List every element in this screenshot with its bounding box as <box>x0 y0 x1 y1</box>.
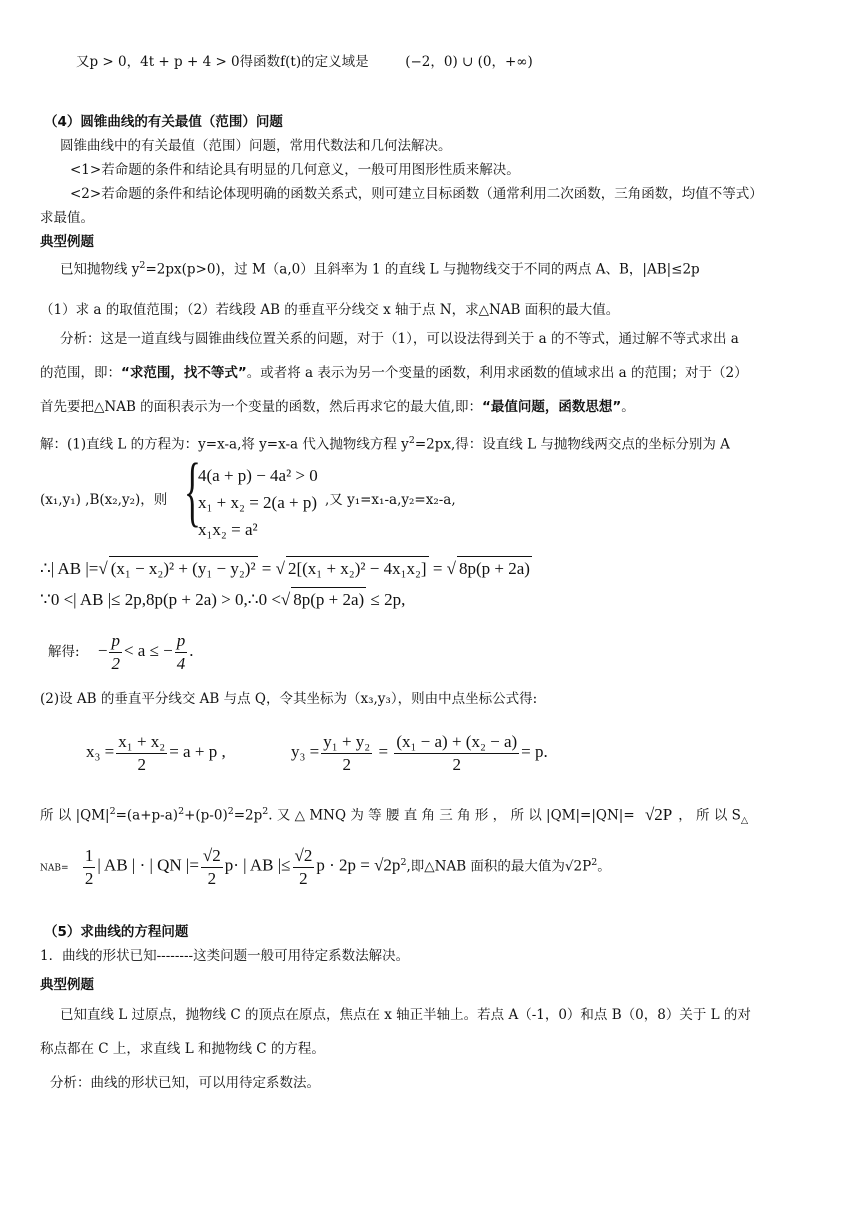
solution-line-1: 解：(1)直线 L 的方程为：y=x-a,将 y=x-a 代入抛物线方程 $y^2=2px$,得：设直线 L 与抛物线两交点的坐标分别为 A <box>40 435 730 453</box>
section5-problem-2: 称点都在 C 上，求直线 L 和抛物线 C 的方程。 <box>40 1041 325 1057</box>
area-line: NAB= $\frac{1}{2}$ | AB | · | QN |= $\frac{√2}{2}$ p· | AB |≤ $\frac{√2}{2}$ $p \cdot 2p = √2p^2$,即△NAB 面积的最大值为$√2P^2$。 <box>40 845 611 888</box>
analysis-line-3: 首先要把△NAB 的面积表示为一个变量的函数，然后再求它的最大值,即：“最值问题，函数思想”。 <box>40 399 635 415</box>
section4-point2-b: 求最值。 <box>40 210 94 226</box>
qm-line: 所 以 $|QM|^2=(a+p-a)^2+(p-0)^2=2p^2$. 又 △ MNQ 为 等 腰 直 角 三 角 形 ， 所 以 |QM|=|QN|= √2P ， 所 以 $S_\triangle$ <box>40 804 749 827</box>
midpoint-x: x₃ = $\frac{\text{x₁ + x₂}}{2}$ = a + p , <box>86 731 226 774</box>
section5-analysis: 分析：曲线的形状已知，可以用待定系数法。 <box>50 1075 320 1091</box>
problem-statement: 已知抛物线 $y^2=2px(p>0)$，过 M（a,0）且斜率为 1 的直线 L 与抛物线交于不同的两点 A、B，|AB|≤2p <box>60 260 700 278</box>
analysis-line-2: 的范围，即：“求范围，找不等式”。或者将 a 表示为另一个变量的函数，利用求函数的值域求出 a 的范围；对于（2） <box>40 365 748 381</box>
domain-interval: (−2，0) ∪ (0，+∞) <box>405 54 533 70</box>
range-result: 解得: − $\frac{p}{2}$ < a ≤ − $\frac{p}{4}$ . <box>48 631 194 673</box>
solution-line-2a: (x₁,y₁) ,B(x₂,y₂)，则 <box>40 492 168 508</box>
section5-problem-1: 已知直线 L 过原点，抛物线 C 的顶点在原点，焦点在 x 轴正半轴上。若点 A（-1，0）和点 B（0，8）关于 L 的对 <box>60 1007 751 1023</box>
solution-line-2b: ,又 y₁=x₁-a,y₂=x₂-a, <box>325 492 456 508</box>
part2-intro: (2)设 AB 的垂直平分线交 AB 与点 Q，令其坐标为（x₃,y₃），则由中点坐标公式得: <box>40 691 538 707</box>
section5-item1: 1．曲线的形状已知--------这类问题一般可用待定系数法解决。 <box>40 948 410 964</box>
system-eq-2: x₁ + x₂ = 2(a + p) <box>198 493 317 512</box>
system-eq-3: x₁x₂ = a² <box>198 520 258 539</box>
ab-length-equation: ∴| AB |=√ (x₁ − x₂)² + (y₁ − y₂)² = √ 2[(x₁ + x₂)² − 4x₁x₂] = √ 8p(p + 2a) <box>40 556 532 581</box>
ab-inequality: ∵0 <| AB |≤ 2p,8p(p + 2a) > 0,∴0 <√ 8p(p + 2a) ≤ 2p, <box>40 587 405 612</box>
analysis-line-1: 分析：这是一道直线与圆锥曲线位置关系的问题，对于（1），可以设法得到关于 a 的不等式，通过解不等式求出 a <box>60 331 739 347</box>
equation-system <box>198 462 318 543</box>
system-brace: { <box>184 447 201 534</box>
section4-intro: 圆锥曲线中的有关最值（范围）问题，常用代数法和几何法解决。 <box>60 138 452 154</box>
section4-point2-a: <2>若命题的条件和结论体现明确的函数关系式，则可建立目标函数（通常利用二次函数，三角函数，均值不等式） <box>70 186 763 202</box>
system-eq-1: 4(a + p) − 4a² > 0 <box>198 466 318 485</box>
questions: （1）求 a 的取值范围；（2）若线段 AB 的垂直平分线交 x 轴于点 N，求△NAB 面积的最大值。 <box>40 302 620 318</box>
domain-text: 又p > 0，4t + p + 4 > 0得函数f(t)的定义域是 <box>76 54 369 70</box>
section4-heading: （4）圆锥曲线的有关最值（范围）问题 <box>44 114 283 130</box>
section4-point1: <1>若命题的条件和结论具有明显的几何意义，一般可用图形性质来解决。 <box>70 162 520 178</box>
example-label-5: 典型例题 <box>40 977 94 993</box>
example-label-4: 典型例题 <box>40 234 94 250</box>
section5-heading: （5）求曲线的方程问题 <box>44 924 189 940</box>
midpoint-y: y₃ = $\frac{\text{y₁ + y₂}}{2}$ = $\frac{\text{(x₁ − a) + (x₂ − a)}}{2}$ = p. <box>291 731 548 774</box>
domain-statement <box>76 52 533 72</box>
